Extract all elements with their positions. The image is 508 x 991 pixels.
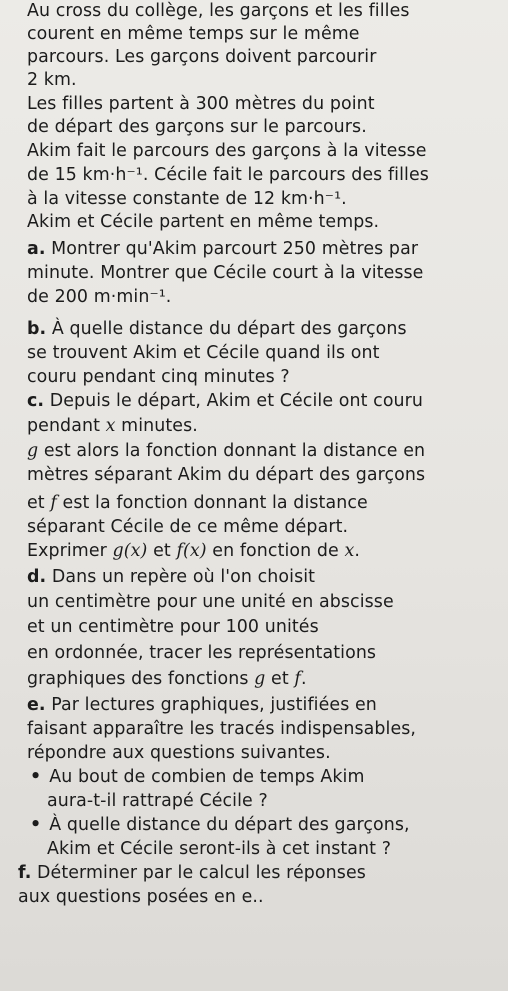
line-text: parcours. Les garçons doivent parcourir: [27, 47, 377, 67]
text-line: [27, 211, 379, 233]
text-line: [27, 366, 290, 388]
text-line: [18, 862, 366, 884]
line-text: Déterminer par le calcul les réponses: [31, 863, 366, 883]
text-line: [30, 814, 410, 836]
text-line: [27, 286, 171, 308]
text-line: [27, 591, 394, 613]
line-text: pendant: [27, 416, 106, 436]
line-text: .: [354, 541, 361, 561]
text-line: [18, 886, 264, 908]
text-line: [27, 318, 407, 340]
line-text: de départ des garçons sur le parcours.: [27, 117, 367, 137]
text-line: [27, 415, 198, 437]
question-label: f.: [18, 863, 32, 883]
text-line: [27, 540, 360, 562]
text-line: [27, 238, 418, 260]
question-label: e.: [27, 695, 46, 715]
line-text: répondre aux questions suivantes.: [27, 743, 331, 763]
line-text: se trouvent Akim et Cécile quand ils ont: [27, 343, 380, 363]
text-line: [27, 116, 367, 138]
line-text: Exprimer: [27, 541, 113, 561]
text-line: [27, 440, 425, 462]
text-line: [27, 718, 416, 740]
text-line: [27, 0, 410, 22]
line-text: un centimètre pour une unité en abscisse: [27, 592, 394, 612]
question-label: b.: [27, 319, 47, 339]
line-text: en fonction de: [206, 541, 345, 561]
bullet-point: •: [30, 815, 42, 835]
line-text: et un centimètre pour 100 unités: [27, 617, 319, 637]
math-variable: f: [294, 669, 301, 689]
line-text: Les filles partent à 300 mètres du point: [27, 94, 375, 114]
text-line: [27, 642, 376, 664]
line-text: 2 km.: [27, 70, 77, 90]
question-label: a.: [27, 239, 46, 259]
line-text: aura-t-il rattrapé Cécile ?: [47, 791, 268, 811]
text-line: [47, 838, 391, 860]
text-line: [27, 566, 315, 588]
line-text: Depuis le départ, Akim et Cécile ont couru: [44, 391, 424, 411]
line-text: aux questions posées en e..: [18, 887, 264, 907]
text-line: [47, 790, 268, 812]
math-variable: f: [50, 493, 57, 513]
line-text: de 15 km·h⁻¹. Cécile fait le parcours des filles: [27, 165, 429, 185]
text-line: [27, 262, 424, 284]
line-text: couru pendant cinq minutes ?: [27, 367, 290, 387]
text-line: [27, 23, 360, 45]
line-text: .: [300, 669, 307, 689]
line-text: mètres séparant Akim du départ des garçons: [27, 465, 426, 485]
math-variable: f(x): [176, 541, 207, 561]
text-line: [27, 164, 429, 186]
line-text: est la fonction donnant la distance: [56, 493, 368, 513]
line-text: minutes.: [115, 416, 198, 436]
line-text: À quelle distance du départ des garçons,: [49, 815, 410, 835]
line-text: et: [265, 669, 295, 689]
text-line: [27, 668, 307, 690]
line-text: Au bout de combien de temps Akim: [49, 767, 365, 787]
line-text: et: [147, 541, 177, 561]
line-text: À quelle distance du départ des garçons: [46, 319, 407, 339]
text-line: [27, 616, 319, 638]
text-line: [27, 93, 375, 115]
math-variable: g(x): [112, 541, 148, 561]
text-line: [27, 46, 377, 68]
text-line: [27, 516, 348, 538]
math-variable: x: [105, 416, 116, 436]
text-line: [30, 766, 365, 788]
line-text: Akim fait le parcours des garçons à la vitesse: [27, 141, 427, 161]
math-variable: g: [254, 669, 266, 689]
question-label: d.: [27, 567, 47, 587]
line-text: de 200 m·min⁻¹.: [27, 287, 172, 307]
text-line: [27, 140, 427, 162]
text-line: [27, 188, 347, 210]
line-text: en ordonnée, tracer les représentations: [27, 643, 377, 663]
line-text: Dans un repère où l'on choisit: [46, 567, 316, 587]
line-text: graphiques des fonctions: [27, 669, 255, 689]
line-text: séparant Cécile de ce même départ.: [27, 517, 349, 537]
text-line: [27, 694, 377, 716]
text-line: [27, 342, 380, 364]
line-text: et: [27, 493, 51, 513]
line-text: Akim et Cécile seront-ils à cet instant ?: [47, 839, 392, 859]
line-text: est alors la fonction donnant la distance en: [38, 441, 426, 461]
line-text: à la vitesse constante de 12 km·h⁻¹.: [27, 189, 347, 209]
text-line: [27, 464, 425, 486]
line-text: Par lectures graphiques, justifiées en: [45, 695, 377, 715]
line-text: minute. Montrer que Cécile court à la vitesse: [27, 263, 424, 283]
line-text: faisant apparaître les tracés indispensables,: [27, 719, 417, 739]
line-text: Akim et Cécile partent en même temps.: [27, 212, 380, 232]
text-line: [27, 742, 331, 764]
bullet-point: •: [30, 767, 42, 787]
line-text: Montrer qu'Akim parcourt 250 mètres par: [45, 239, 419, 259]
line-text: courent en même temps sur le même: [27, 24, 360, 44]
math-variable: g: [27, 441, 39, 461]
question-label: c.: [27, 391, 45, 411]
text-line: [27, 390, 423, 412]
math-variable: x: [344, 541, 355, 561]
line-text: Au cross du collège, les garçons et les filles: [27, 1, 410, 21]
text-line: [27, 69, 77, 91]
text-line: [27, 492, 368, 514]
